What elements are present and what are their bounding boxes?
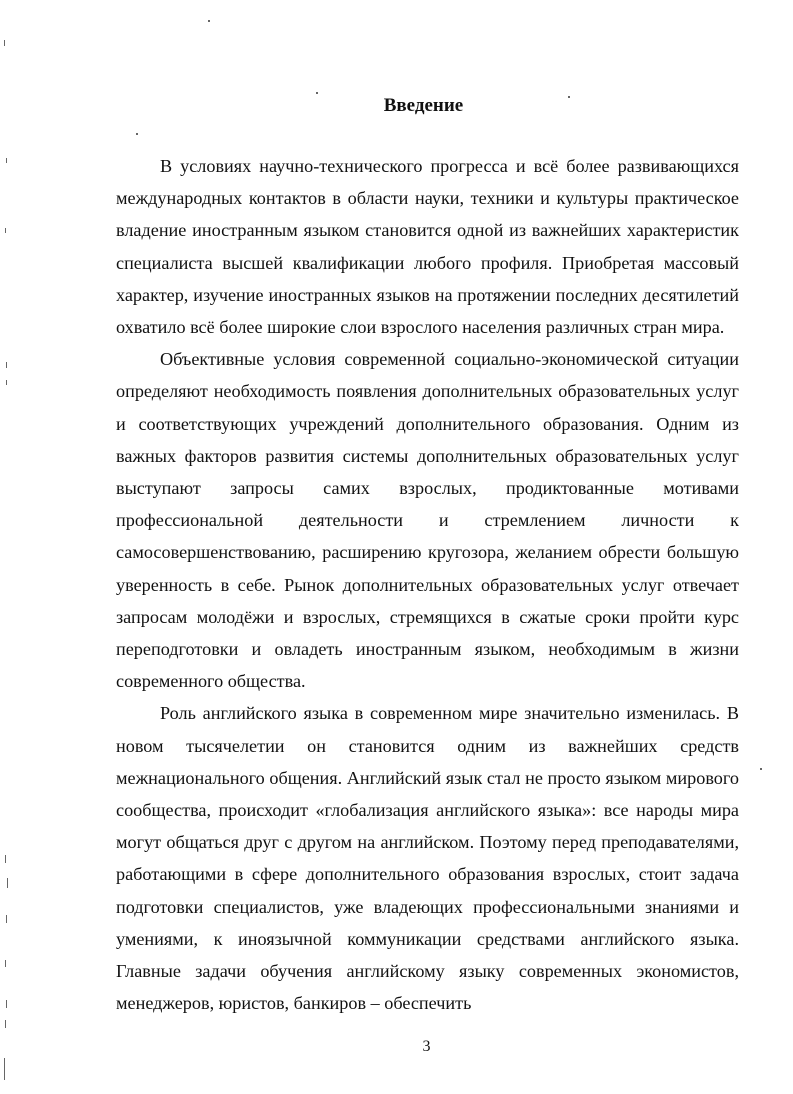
scan-speck xyxy=(6,1000,7,1008)
paragraph-3: Роль английского языка в современном мире значительно изменилась. В новом тысячелетии он становится одним из важнейших средств межнационального общения. Английский язык стал не просто языком мирового сообщества, происходит «глобализация английского языка»: все народы мира могут общаться друг с другом на английском. Поэтому перед преподавателями, работающими в сфере дополнительного образования взрослых, стоит задача подготовки специалистов, уже владеющих профессиональными знаниями и умениями, к иноязычной коммуникации средствами английского языка. Главные задачи обучения английскому языку современных экономистов, менеджеров, юристов, банкиров – обеспечить xyxy=(116,703,739,1014)
scan-speck xyxy=(4,1058,5,1080)
scan-speck xyxy=(5,228,6,233)
scan-speck xyxy=(6,158,7,163)
page-title: Введение xyxy=(383,95,464,116)
scan-speck xyxy=(6,362,7,368)
scan-speck xyxy=(568,96,570,98)
scan-speck xyxy=(208,20,210,22)
scan-speck xyxy=(4,40,5,46)
body-text xyxy=(116,150,739,1019)
scan-speck xyxy=(5,960,6,967)
scan-speck xyxy=(7,878,8,888)
scan-speck xyxy=(5,855,6,863)
scan-speck xyxy=(5,1020,6,1028)
paragraph-1: В условиях научно-технического прогресса и всё более развивающихся международных контактов в области науки, техники и культуры практическое владение иностранным языком становится одной из важнейших характеристик специалиста высшей квалификации любого профиля. Приобретая массовый характер, изучение иностранных языков на протяжении последних десятилетий охватило всё более широкие слои взрослого населения различных стран мира. xyxy=(116,156,739,338)
scan-speck xyxy=(760,768,762,770)
paragraph-2: Объективные условия современной социально-экономической ситуации определяют необходимость появления дополнительных образовательных услуг и соответствующих учреждений дополнительного образования. Одним из важных факторов развития системы дополнительных образовательных услуг выступают запросы самих взрослых, продиктованные мотивами профессиональной деятельности и стремлением личности к самосовершенствованию, расширению кругозора, желанием обрести большую уверенность в себе. Рынок дополнительных образовательных услуг отвечает запросам молодёжи и взрослых, стремящихся в сжатые сроки пройти курс переподготовки и овладеть иностранным языком, необходимым в жизни современного общества. xyxy=(116,349,739,692)
scan-speck xyxy=(136,133,138,135)
scan-speck xyxy=(6,380,7,385)
scan-speck xyxy=(6,915,7,923)
scan-speck xyxy=(316,92,318,94)
page-number: 3 xyxy=(422,1038,431,1055)
